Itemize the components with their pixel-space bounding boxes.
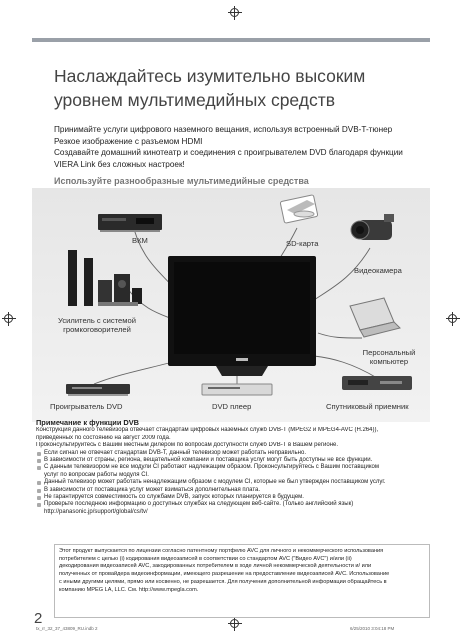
vcr-icon xyxy=(98,214,162,232)
registration-mark-top xyxy=(228,6,242,20)
dvd-recorder-icon xyxy=(202,384,272,395)
label-amplifier xyxy=(32,316,162,334)
note-title: Примечание к функции DVB xyxy=(36,418,140,427)
license-line: Этот продукт выпускается по лицензии согласно патентному портфелю AVC для личного и некоммерческого использования xyxy=(59,548,384,554)
sd-card-icon xyxy=(280,195,318,224)
note-bullet: В зависимости от поставщика услуг может взиматься дополнительная плата. xyxy=(44,487,426,494)
note-bullet: В зависимости от страны, региона, вещательной компании и поставщика услуг могут быть доступны не все функции. xyxy=(44,457,426,464)
section-heading: Используйте разнообразные мультимедийные средства xyxy=(54,176,309,186)
intro-line: Создавайте домашний кинотеатр и соединения с проигрывателем DVD благодаря функции xyxy=(54,148,403,158)
page-title xyxy=(54,64,394,112)
intro-text xyxy=(54,124,434,170)
license-line: декодирования видеозаписей AVC, закодированных потребителем в ходе личной некоммерческой деятельности и/ или xyxy=(59,563,372,570)
registration-mark-bottom xyxy=(228,617,242,631)
label-camcorder: Видеокамера xyxy=(354,266,402,275)
page-title-line-1: Наслаждайтесь изумительно высоким xyxy=(54,66,366,86)
license-box xyxy=(54,544,430,618)
page-number: 2 xyxy=(34,610,43,627)
intro-line: VIERA Link без сложных настроек! xyxy=(54,159,185,169)
label-pc xyxy=(354,348,424,366)
camcorder-icon xyxy=(351,214,394,240)
license-line: полученных от провайдера видеоинформации, имеющего разрешение на предоставление видеозаписей AVC. Использование xyxy=(59,571,390,578)
laptop-icon xyxy=(350,298,400,337)
label-vcr: ВКМ xyxy=(132,236,148,245)
label-sd-card: SD-карта xyxy=(286,239,319,248)
label-amplifier-line-1: Усилитель с системой xyxy=(58,316,136,325)
registration-mark-right xyxy=(446,312,460,326)
footer-timestamp: 6/25/2010 3:04:18 PM xyxy=(350,626,395,631)
diagram-illustration xyxy=(32,188,430,422)
note-bullets xyxy=(36,450,426,472)
dvb-note xyxy=(36,419,426,516)
label-pc-line-1: Персональный xyxy=(362,348,416,357)
speaker-system-icon xyxy=(68,250,142,306)
footer-file-name: tx_rr_32_37_43809_RU.indb 2 xyxy=(36,626,98,631)
support-url[interactable]: http://panasonic.jp/support/global/cs/tv/ xyxy=(44,508,148,515)
label-pc-line-2: компьютер xyxy=(369,357,409,366)
note-bullet: С данным телевизором не все модули CI работают надлежащим образом. Проконсультируйтесь с Вашим поставщиком xyxy=(44,464,426,471)
note-bullet: Не гарантируется совместимость со службами DVB, запуск которых планируется в будущем. xyxy=(44,494,426,501)
page-title-line-2: уровнем мультимедийных средств xyxy=(54,90,336,110)
note-line: Проконсультируйтесь с Вашим местным дилером по вопросам доступности служб DVB-T в Вашем регионе. xyxy=(36,442,339,449)
intro-line: Резкое изображение с разъемом HDMI xyxy=(54,136,203,146)
connection-diagram xyxy=(32,188,430,422)
note-line: приведенных по состоянию на август 2009 года. xyxy=(36,434,171,441)
intro-line: Принимайте услуги цифрового наземного вещания, используя встроенный DVB-T-тюнер xyxy=(54,125,393,134)
registration-mark-left xyxy=(2,312,16,326)
license-line: потребителем с целью (i) кодирования видеозаписей в соответствии со стандартом AVC ("Видео AVC") и/или (ii) xyxy=(59,555,352,562)
satellite-receiver-icon xyxy=(342,376,412,390)
note-bullet: Проверьте последнюю информацию о доступных службах на следующем веб-сайте. (Только английский язык) xyxy=(44,501,426,508)
label-satellite: Спутниковый приемник xyxy=(326,402,409,411)
license-line: компанию MPEG LA, LLC. См. http://www.mpegla.com. xyxy=(59,586,199,593)
label-dvd-player: Проигрыватель DVD xyxy=(50,402,123,411)
note-line: Конструкция данного телевизора отвечает стандартам цифровых наземных служб DVB-T (MPEG2 и MPEG4-AVC (H.264)), xyxy=(36,427,379,434)
tv-icon xyxy=(168,256,316,376)
dvd-player-icon xyxy=(66,384,130,396)
cable-pc xyxy=(318,333,362,338)
header-rule xyxy=(32,38,430,42)
label-amplifier-line-2: громкоговорителей xyxy=(63,325,131,334)
cable-dvd-player xyxy=(94,360,180,384)
label-dvd-recorder: DVD плеер xyxy=(212,402,252,411)
note-bullets-more xyxy=(36,479,426,509)
note-bullet: Если сигнал не отвечает стандартам DVB-T, данный телевизор может работать неправильно. xyxy=(44,450,426,457)
note-bullet-continuation: услуг по вопросам работы модуля CI. xyxy=(44,471,149,478)
license-line: с иными другими целями, прямо или косвенно, не разрешается. Для получения дополнительной информации обращайтесь в xyxy=(59,578,387,585)
note-bullet: Данный телевизор может работать ненадлежащим образом с модулем CI, которые не был утвержден поставщиком услуг. xyxy=(44,479,426,486)
